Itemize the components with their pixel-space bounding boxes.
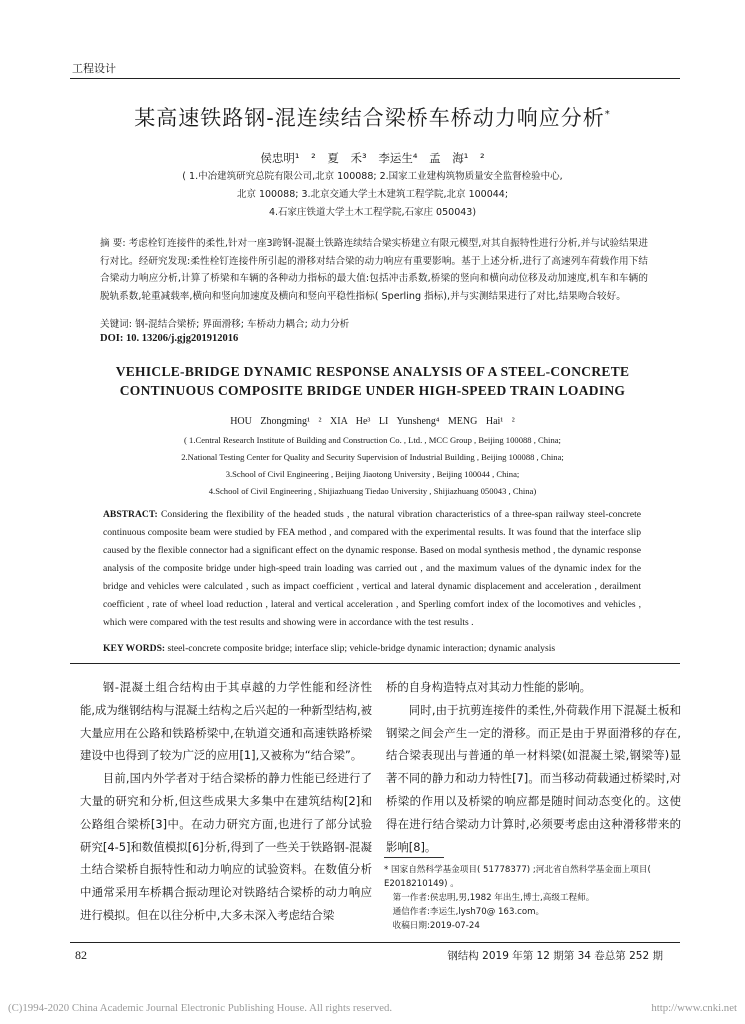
copyright-link[interactable]: http://www.cnki.net [651, 1002, 737, 1014]
title-cn [60, 102, 685, 132]
keywords-cn [100, 316, 648, 330]
page-number: 82 [75, 948, 87, 962]
footer-rule [70, 942, 680, 943]
title-cn-text: 某高速铁路钢-混连续结合梁桥车桥动力响应分析 [134, 106, 605, 130]
doi: DOI: 10. 13206/j.gjg201912016 [100, 333, 239, 344]
body-paragraph: 同时,由于抗剪连接件的柔性,外荷载作用下混凝土板和钢梁之间会产生一定的滑移。而正是由于界面滑移的存在,结合梁表现出与普通的单一材料梁(如混凝土梁,钢梁等)显著不同的静力和动力特性[7]。而当移动荷载通过桥梁时,对桥梁的作用以及桥梁的响应都是随时间动态变化的。这使得在进行结合梁动力计算时,必须要考虑由这种滑移带来的影响[8]。 [386, 702, 681, 854]
keywords-en-label: KEY WORDS: [103, 643, 166, 654]
title-en-line: CONTINUOUS COMPOSITE BRIDGE UNDER HIGH-SPEED TRAIN LOADING [119, 383, 626, 398]
authors-cn: 侯忠明¹ ² 夏 禾³ 李运生⁴ 孟 海¹ ² [260, 151, 485, 165]
keywords-cn-label: 关键词: [100, 319, 133, 330]
abstract-cn-text: 考虑栓钉连接件的柔性,针对一座3跨钢-混凝土铁路连续结合梁实桥建立有限元模型,对其自振特性进行分析,并与试验结果进行对比。经研究发现:柔性栓钉连接件所引起的滑移对结合梁的动力响应有重要影响。基于上述分析,进行了高速列车荷载作用下结合梁动力响应分析,计算了桥梁和车辆的各种动力指标的最大值:包括冲击系数,桥梁的竖向和横向动位移及动加速度,机车和车辆的脱轨系数,轮重减载率,横向和竖向加速度及横向和竖向平稳性指标( Sperling 指标),并与实测结果进行了对比,结果吻合较好。 [100, 238, 648, 302]
abstract-en-text: Considering the flexibility of the headed studs , the natural vibration characteristics of a three-span railway steel-concrete continuous composite beam were studied by FEA method , and compared with the experimental results. It was found that the interface slip caused by the flexible connector had a significant effect on the dynamic response. Based on modal synthesis method , the dynamic response analysis of the composite bridge under high-speed train loading was carried out , and the maximum values of the dynamic index for the bridge and vehicles were calculated , such as impact coefficient , vertical and lateral dynamic displacement and acceleration , derailment coefficient , rate of wheel load reduction , lateral and vertical acceleration , and Sperling comfort index of the locomotives and vehicles , which were compared with the test results and showing were in accordance with the test results . [103, 509, 641, 628]
affiliation-en-line: 3.School of Civil Engineering , Beijing Jiaotong University , Beijing 100044 , China; [225, 469, 520, 479]
header-rule [70, 78, 680, 79]
footnote [384, 863, 684, 933]
affiliation-en-line: 2.National Testing Center for Quality and Security Supervision of Industrial Building , Beijing 100088 , China; [181, 452, 564, 462]
affiliation-en-line: ( 1.Central Research Institute of Building and Construction Co. , Ltd. , MCC Group , Beijing 100088 , China; [184, 435, 561, 445]
authors-en: HOU Zhongming¹ ² XIA He³ LI Yunsheng⁴ MENG Hai¹ ² [230, 416, 515, 427]
affiliation-cn-line: 4.石家庄铁道大学土木工程学院,石家庄 050043) [268, 207, 477, 218]
footnote-line: 通信作者:李运生,lysh70@ 163.com。 [392, 907, 545, 917]
keywords-en-text: steel-concrete composite bridge; interface slip; vehicle-bridge dynamic interaction; dynamic analysis [165, 643, 556, 654]
title-en-line: VEHICLE-BRIDGE DYNAMIC RESPONSE ANALYSIS OF A STEEL-CONCRETE [115, 364, 630, 379]
abstract-en-label: ABSTRACT: [103, 509, 158, 520]
keywords-cn-text: 钢-混结合梁桥; 界面滑移; 车桥动力耦合; 动力分析 [135, 319, 350, 330]
footnote-line: 收稿日期:2019-07-24 [392, 921, 480, 931]
keywords-en [103, 643, 641, 654]
copyright-banner [8, 1002, 737, 1014]
footnote-rule [384, 857, 444, 858]
title-footnote-mark: * [604, 109, 611, 120]
body-paragraph: 钢-混凝土组合结构由于其卓越的力学性能和经济性能,成为继钢结构与混凝土结构之后兴起的一种新型结构,被大量应用在公路和铁路桥梁中,在轨道交通和高速铁路桥梁建设中也得到了较为广泛的应用[1],又被称为“结合梁”。 [80, 680, 373, 763]
journal-info: 钢结构 2019 年第 12 期第 34 卷总第 252 期 [447, 950, 663, 962]
section-tag: 工程设计 [72, 62, 116, 75]
affiliation-en-line: 4.School of Civil Engineering , Shijiazhuang Tiedao University , Shijiazhuang 050043 , China) [208, 486, 537, 496]
abstract-en [103, 506, 641, 632]
copyright-text: (C)1994-2020 China Academic Journal Electronic Publishing House. All rights reserved. [8, 1002, 393, 1014]
affiliation-cn-line: 北京 100088; 3.北京交通大学土木建筑工程学院,北京 100044; [236, 189, 509, 200]
affiliation-cn-line: ( 1.中冶建筑研究总院有限公司,北京 100088; 2.国家工业建构筑物质量安全监督检验中心, [182, 171, 563, 182]
body-paragraph: 桥的自身构造特点对其动力性能的影响。 [386, 680, 592, 694]
body-column-right [386, 676, 681, 858]
abstract-cn [100, 235, 648, 305]
body-paragraph: 目前,国内外学者对于结合梁桥的静力性能已经进行了大量的研究和分析,但这些成果大多集中在建筑结构[2]和公路组合梁桥[3]中。在动力研究方面,也进行了部分试验研究[4-5]和数值模拟[6]分析,得到了一些关于铁路钢-混凝土结合梁桥自振特性和动力响应的试验资料。在数值分析中通常采用车桥耦合振动理论对铁路结合梁桥的动力响应进行模拟。但在以往分析中,大多未深入考虑结合梁 [80, 771, 372, 922]
abstract-divider [70, 663, 680, 664]
footnote-line: 第一作者:侯忠明,男,1982 年出生,博士,高级工程师。 [392, 893, 595, 903]
abstract-cn-label: 摘 要: [100, 238, 126, 249]
footnote-line: * 国家自然科学基金项目( 51778377) ;河北省自然科学基金面上项目( E2018210149) 。 [384, 865, 651, 889]
body-column-left [80, 676, 372, 927]
